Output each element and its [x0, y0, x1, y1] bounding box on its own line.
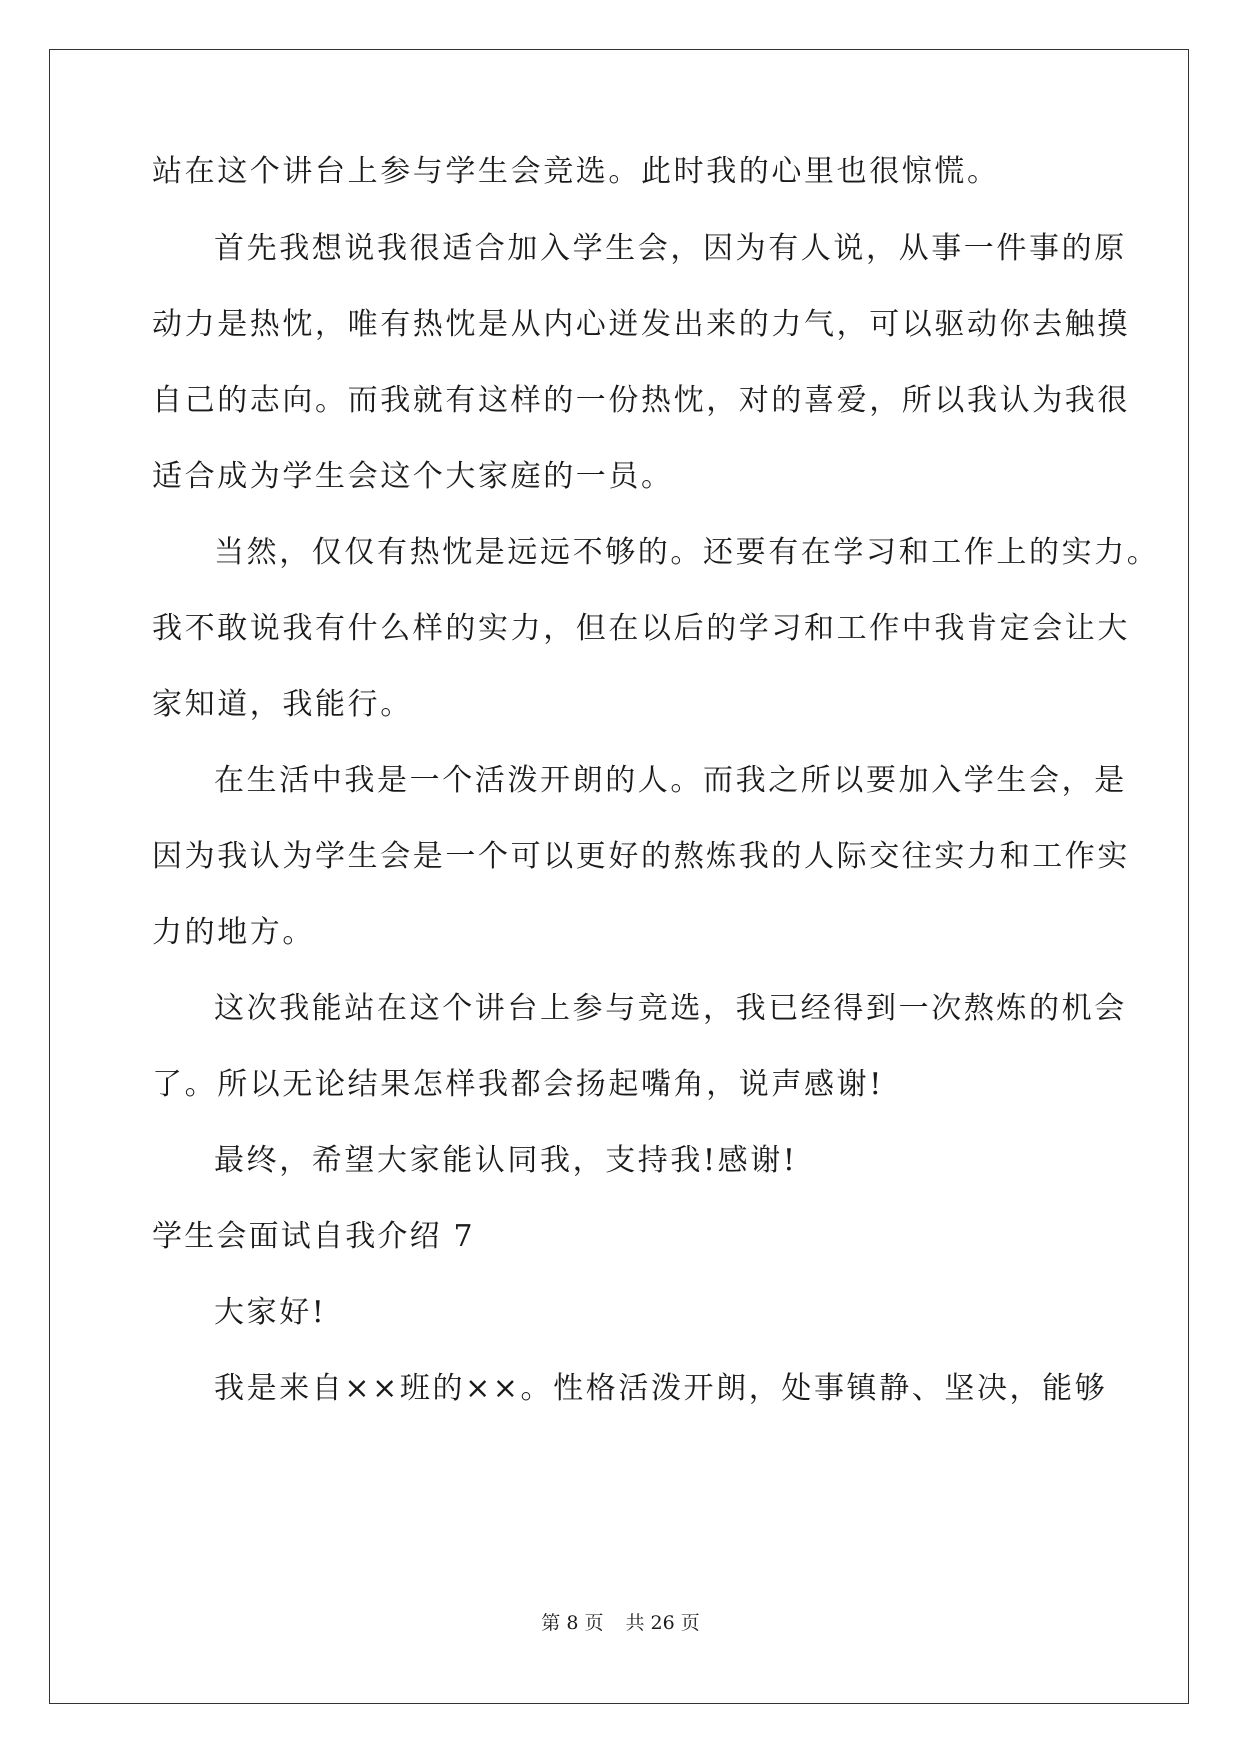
body-text-line: 我不敢说我有什么样的实力，但在以后的学习和工作中我肯定会让大 [152, 611, 1130, 646]
body-text-line: 力的地方。 [152, 915, 315, 950]
body-text-line: 了。所以无论结果怎样我都会扬起嘴角，说声感谢! [152, 1067, 884, 1102]
section-heading: 学生会面试自我介绍 7 [152, 1219, 475, 1254]
body-text-line: 家知道，我能行。 [152, 687, 413, 722]
paragraph-start-line: 当然，仅仅有热忱是远远不够的。还要有在学习和工作上的实力。 [214, 535, 1160, 570]
paragraph-start-line: 首先我想说我很适合加入学生会，因为有人说，从事一件事的原 [214, 231, 1127, 266]
body-text-line: 站在这个讲台上参与学生会竞选。此时我的心里也很惊慌。 [152, 154, 1000, 189]
page-number: 第 8 页 [541, 1612, 604, 1634]
paragraph-start-line: 我是来自××班的××。性格活泼开朗，处事镇静、坚决，能够 [214, 1371, 1108, 1406]
body-text-line: 适合成为学生会这个大家庭的一员。 [152, 459, 674, 494]
body-text-line: 动力是热忱，唯有热忱是从内心迸发出来的力气，可以驱动你去触摸 [152, 307, 1130, 342]
page-footer [0, 1611, 1241, 1635]
paragraph-start-line: 在生活中我是一个活泼开朗的人。而我之所以要加入学生会，是 [214, 763, 1127, 798]
paragraph-start-line: 最终，希望大家能认同我，支持我!感谢! [214, 1143, 798, 1178]
body-text-line: 因为我认为学生会是一个可以更好的熬炼我的人际交往实力和工作实 [152, 839, 1130, 874]
total-pages: 共 26 页 [625, 1612, 700, 1634]
paragraph-start-line: 这次我能站在这个讲台上参与竞选，我已经得到一次熬炼的机会 [214, 991, 1127, 1026]
paragraph-start-line: 大家好! [214, 1295, 327, 1330]
body-text-line: 自己的志向。而我就有这样的一份热忱，对的喜爱，所以我认为我很 [152, 383, 1130, 418]
